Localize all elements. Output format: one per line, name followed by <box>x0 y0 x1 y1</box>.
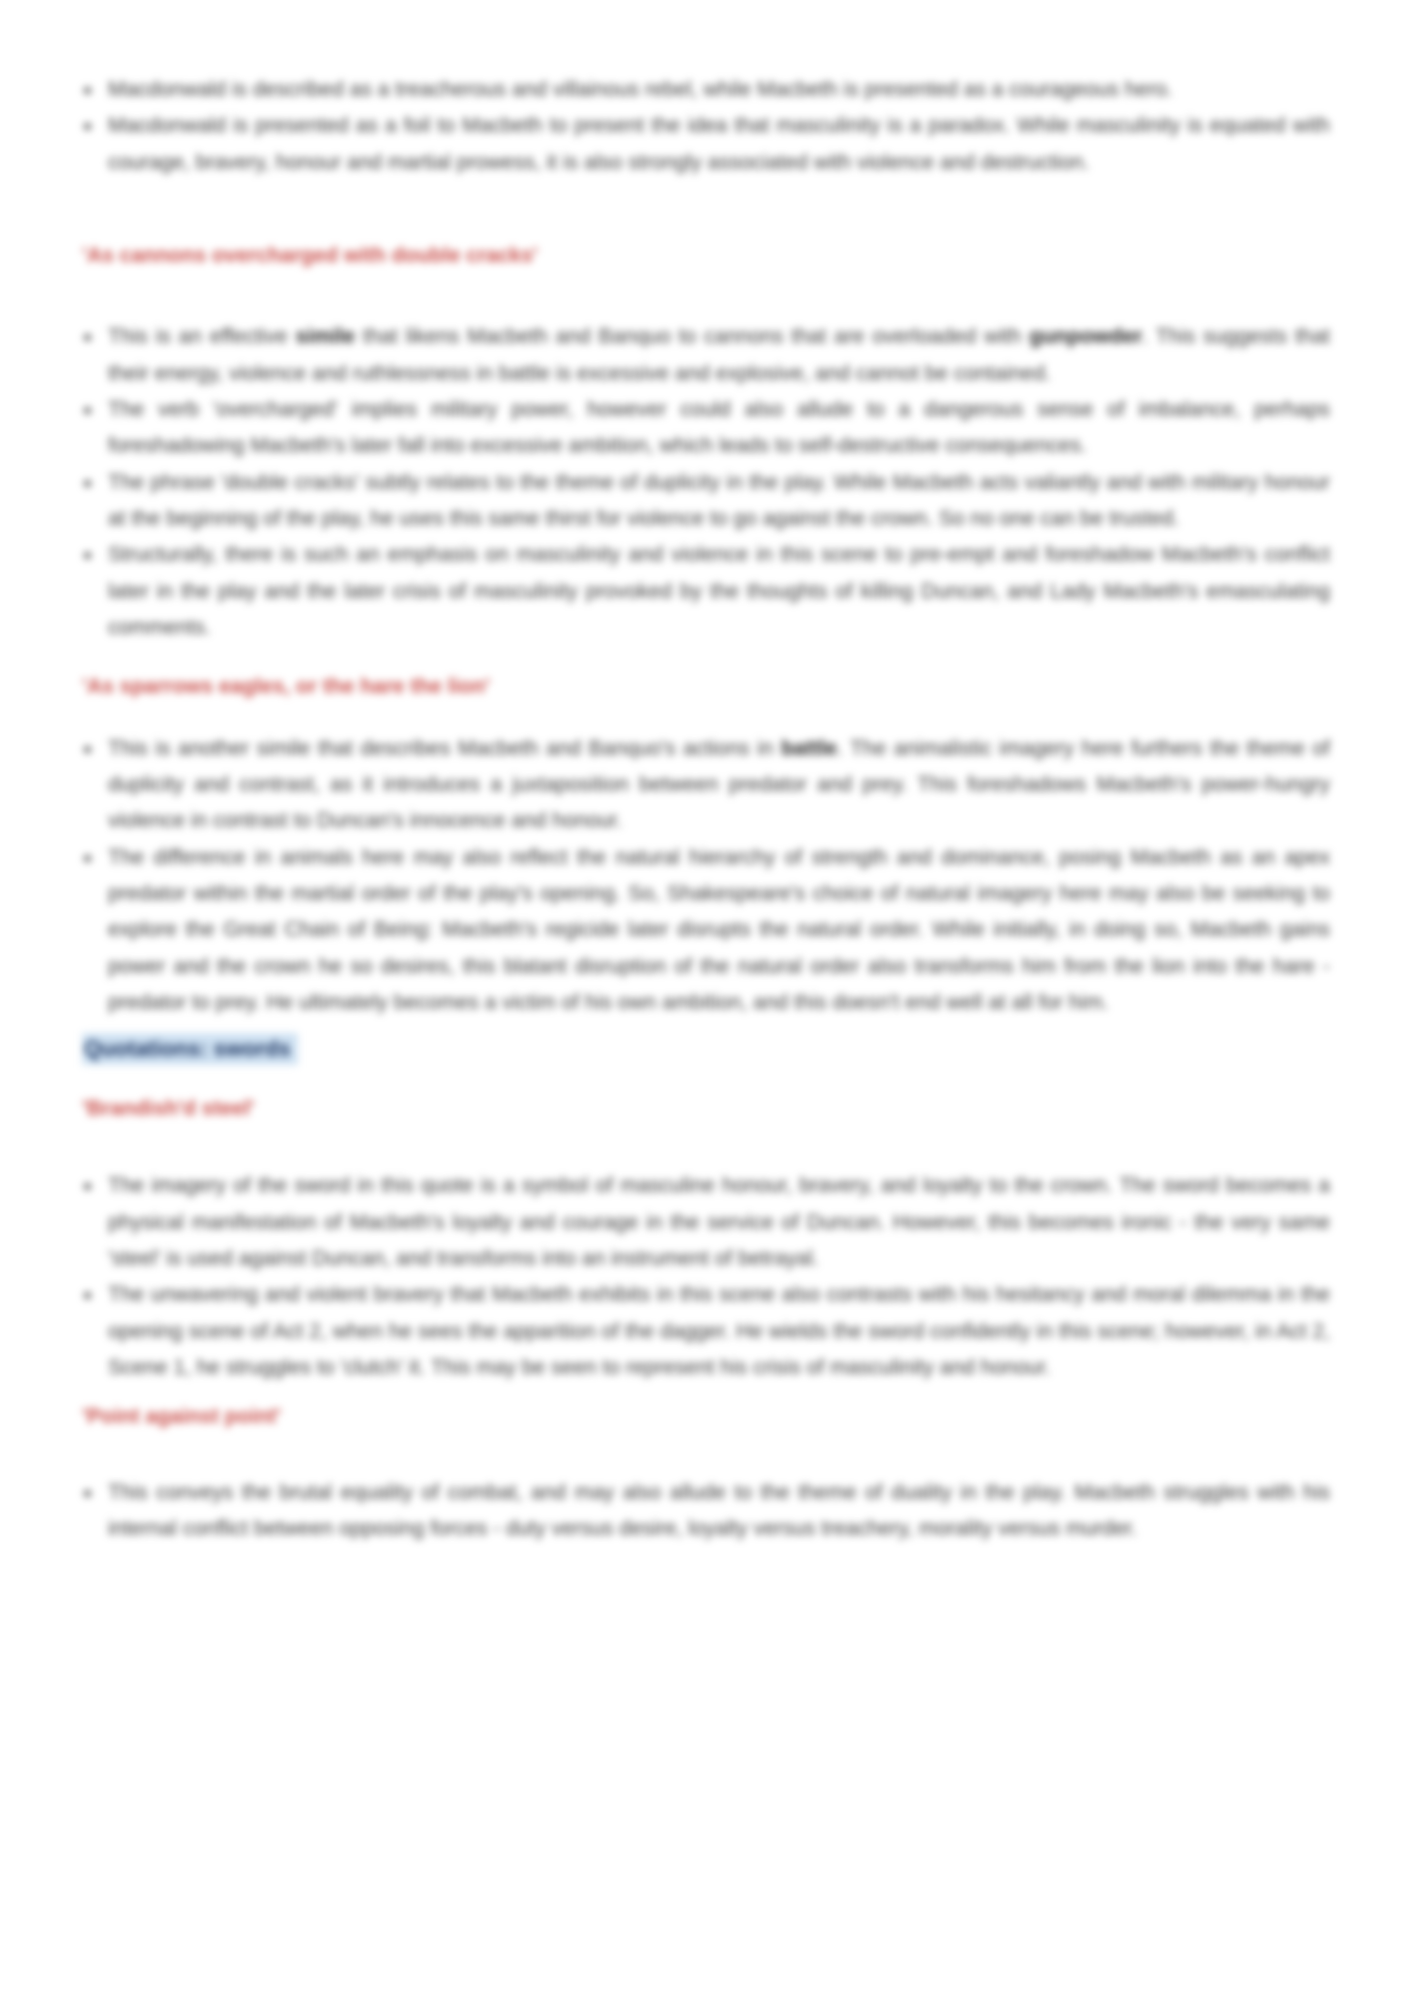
bullet-list <box>82 319 1330 646</box>
list-item <box>82 1168 1330 1277</box>
section-heading-highlighted <box>82 1035 1330 1064</box>
bullet-list <box>82 1168 1330 1386</box>
text-run: Macdonwald is described as a treacherous and villainous rebel, while Macbeth is presented as a courageous hero. <box>108 78 1173 101</box>
quote-heading: 'As sparrows eagles, or the hare the lion' <box>82 675 490 699</box>
list-item <box>82 1277 1330 1386</box>
list-item <box>82 319 1330 392</box>
text-run: This is an effective <box>108 325 296 349</box>
text-run: that likens Macbeth and Banquo to cannons that are overloaded with <box>354 325 1030 349</box>
list-item <box>82 108 1330 181</box>
text-run: . The animalistic imagery here furthers the theme of duplicity and contrast, as it introduces a juxtaposition between predator and prey. This foreshadows Macbeth's power-hungry violence in contrast to Duncan's innocence and honour. <box>108 736 1330 833</box>
bullet-list <box>82 731 1330 1022</box>
list-item <box>82 465 1330 538</box>
text-run: The phrase 'double cracks' subtly relates to the theme of duplicity in the play. While Macbeth acts valiantly and with military honour at the beginning of the play, he uses this same thirst for violence to go against the crown. So no one can be trusted. <box>108 470 1330 531</box>
text-run: Structurally, there is such an emphasis on masculinity and violence in this scene to pre-empt and foreshadow Macbeth's conflict later in the play and the later crisis of masculinity provoked by the thoughts of killing Duncan, and Lady Macbeth's emasculating comments. <box>108 543 1330 640</box>
list-item <box>82 537 1330 646</box>
text-run: Macdonwald is presented as a foil to Macbeth to present the idea that masculinity is a paradox. While masculinity is equated with courage, bravery, honour and martial prowess, it is also strongly associated with violence and destruction. <box>108 114 1330 174</box>
text-run: The difference in animals here may also reflect the natural hierarchy of strength and dominance, posing Macbeth as an apex predator within the martial order of the play's opening. So, Shakespeare's choice of natural imagery here may also be seeking to explore the Great Chain of Being: Macbeth's regicide later disrupts the natural order. While initially, in doing so, Macbeth gains power and the crown he so desires, this blatant disruption of the natural order also transforms him from the lion into the hare - predator to prey. He ultimately becomes a victim of his own ambition, and this doesn't end well at all for him. <box>108 845 1330 1015</box>
bullet-list <box>82 72 1330 181</box>
list-item <box>82 1475 1330 1548</box>
list-item <box>82 392 1330 465</box>
list-item <box>82 731 1330 840</box>
text-run: The imagery of the sword in this quote is a symbol of masculine honour, bravery, and loyalty to the crown. The sword becomes a physical manifestation of Macbeth's loyalty and courage in the service of Duncan. However, this becomes ironic - the very same 'steel' is used against Duncan, and transforms into an instrument of betrayal. <box>108 1174 1330 1271</box>
bold-text: simile <box>295 325 355 349</box>
bold-text: battle <box>780 736 837 760</box>
list-item <box>82 840 1330 1022</box>
quote-heading: 'As cannons overcharged with double cracks' <box>82 243 538 267</box>
text-run: This conveys the brutal equality of combat, and may also allude to the theme of duality in the play. Macbeth struggles with his internal conflict between opposing forces - duty versus desire, loyalty versus treachery, morality versus murder. <box>108 1480 1330 1541</box>
quote-heading: 'Point against point' <box>82 1405 281 1429</box>
bullet-list <box>82 1475 1330 1548</box>
list-item <box>82 72 1330 108</box>
text-run: This is another simile that describes Macbeth and Banquo's actions in <box>108 736 781 760</box>
bold-text: gunpowder <box>1029 325 1143 349</box>
text-run: The verb 'overcharged' implies military power, however could also allude to a dangerous sense of imbalance, perhaps foreshadowing Macbeth's later fall into excessive ambition, which leads to self-destructive consequences. <box>108 398 1330 458</box>
text-run: The unwavering and violent bravery that Macbeth exhibits in this scene also contrasts with his hesitancy and moral dilemma in the opening scene of Act 2, when he sees the apparition of the dagger. He wields the sword confidently in this scene; however, in Act 2, Scene 1, he struggles to 'clutch' it. This may be seen to represent his crisis of masculinity and honour. <box>108 1283 1330 1380</box>
text-run: . This suggests that their energy, violence and ruthlessness in battle is excessive and explosive, and cannot be contained. <box>108 325 1330 385</box>
highlighted-heading-text: Quotations: swords <box>82 1033 298 1065</box>
quote-heading: 'Brandish'd steel' <box>82 1097 255 1121</box>
